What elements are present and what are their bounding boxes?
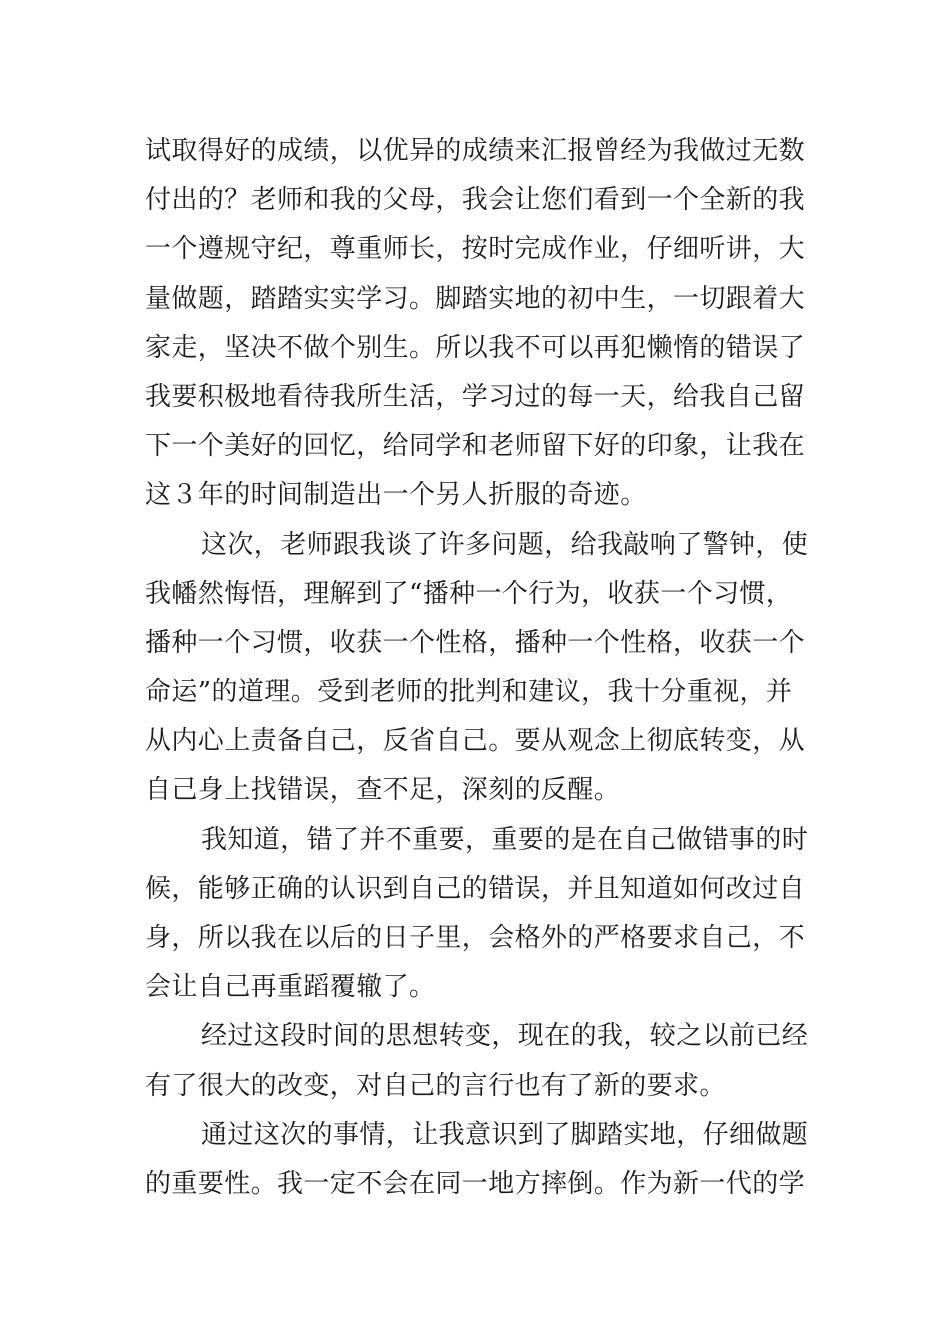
text-line: 播种一个习惯，收获一个性格，播种一个性格，收获一个 xyxy=(145,627,806,658)
text-line: 这次，老师跟我谈了许多问题，给我敲响了警钟，使 xyxy=(201,529,809,560)
text-line: 有了很大的改变，对自己的言行也有了新的要求。 xyxy=(145,1070,726,1101)
text-line: 下一个美好的回忆，给同学和老师留下好的印象，让我在 xyxy=(145,431,806,462)
paragraph xyxy=(145,816,807,1013)
text-line: 从内心上责备自己，反省自己。要从观念上彻底转变，从 xyxy=(145,726,806,757)
text-line: 这３年的时间制造出一个另人折服的奇迹。 xyxy=(145,480,647,511)
paragraph xyxy=(145,521,807,816)
text-line: 身，所以我在以后的日子里，会格外的严格要求自己，不 xyxy=(145,923,806,953)
document-body xyxy=(145,127,807,1209)
paragraph xyxy=(145,1111,807,1209)
text-line: 量做题，踏踏实实学习。脚踏实地的初中生，一切跟着大 xyxy=(145,283,806,314)
text-line: 的重要性。我一定不会在同一地方摔倒。作为新一代的学 xyxy=(145,1168,806,1199)
text-line: 我幡然悔悟，理解到了“播种一个行为，收获一个习惯， xyxy=(145,578,793,609)
text-line: 试取得好的成绩，以优异的成绩来汇报曾经为我做过无数 xyxy=(145,136,806,166)
text-line: 经过这段时间的思想转变，现在的我，较之以前已经 xyxy=(201,1021,809,1052)
text-line: 通过这次的事情，让我意识到了脚踏实地，仔细做题 xyxy=(201,1119,809,1150)
text-line: 付出的？老师和我的父母，我会让您们看到一个全新的我 xyxy=(145,185,806,216)
text-line: 家走，坚决不做个别生。所以我不可以再犯懒惰的错误了 xyxy=(145,332,806,363)
paragraph xyxy=(145,1012,807,1110)
text-line: 自己身上找错误，查不足，深刻的反醒。 xyxy=(145,775,621,806)
text-line: 我要积极地看待我所生活，学习过的每一天，给我自己留 xyxy=(145,381,806,412)
text-line: 一个遵规守纪，尊重师长，按时完成作业，仔细听讲，大 xyxy=(145,234,806,265)
text-line: 命运”的道理。受到老师的批判和建议，我十分重视，并 xyxy=(145,677,793,708)
text-line: 我知道，错了并不重要，重要的是在自己做错事的时 xyxy=(201,824,809,855)
paragraph xyxy=(145,127,807,521)
text-line: 会让自己再重蹈覆辙了。 xyxy=(145,972,436,1003)
text-line: 候，能够正确的认识到自己的错误，并且知道如何改过自 xyxy=(145,873,806,904)
